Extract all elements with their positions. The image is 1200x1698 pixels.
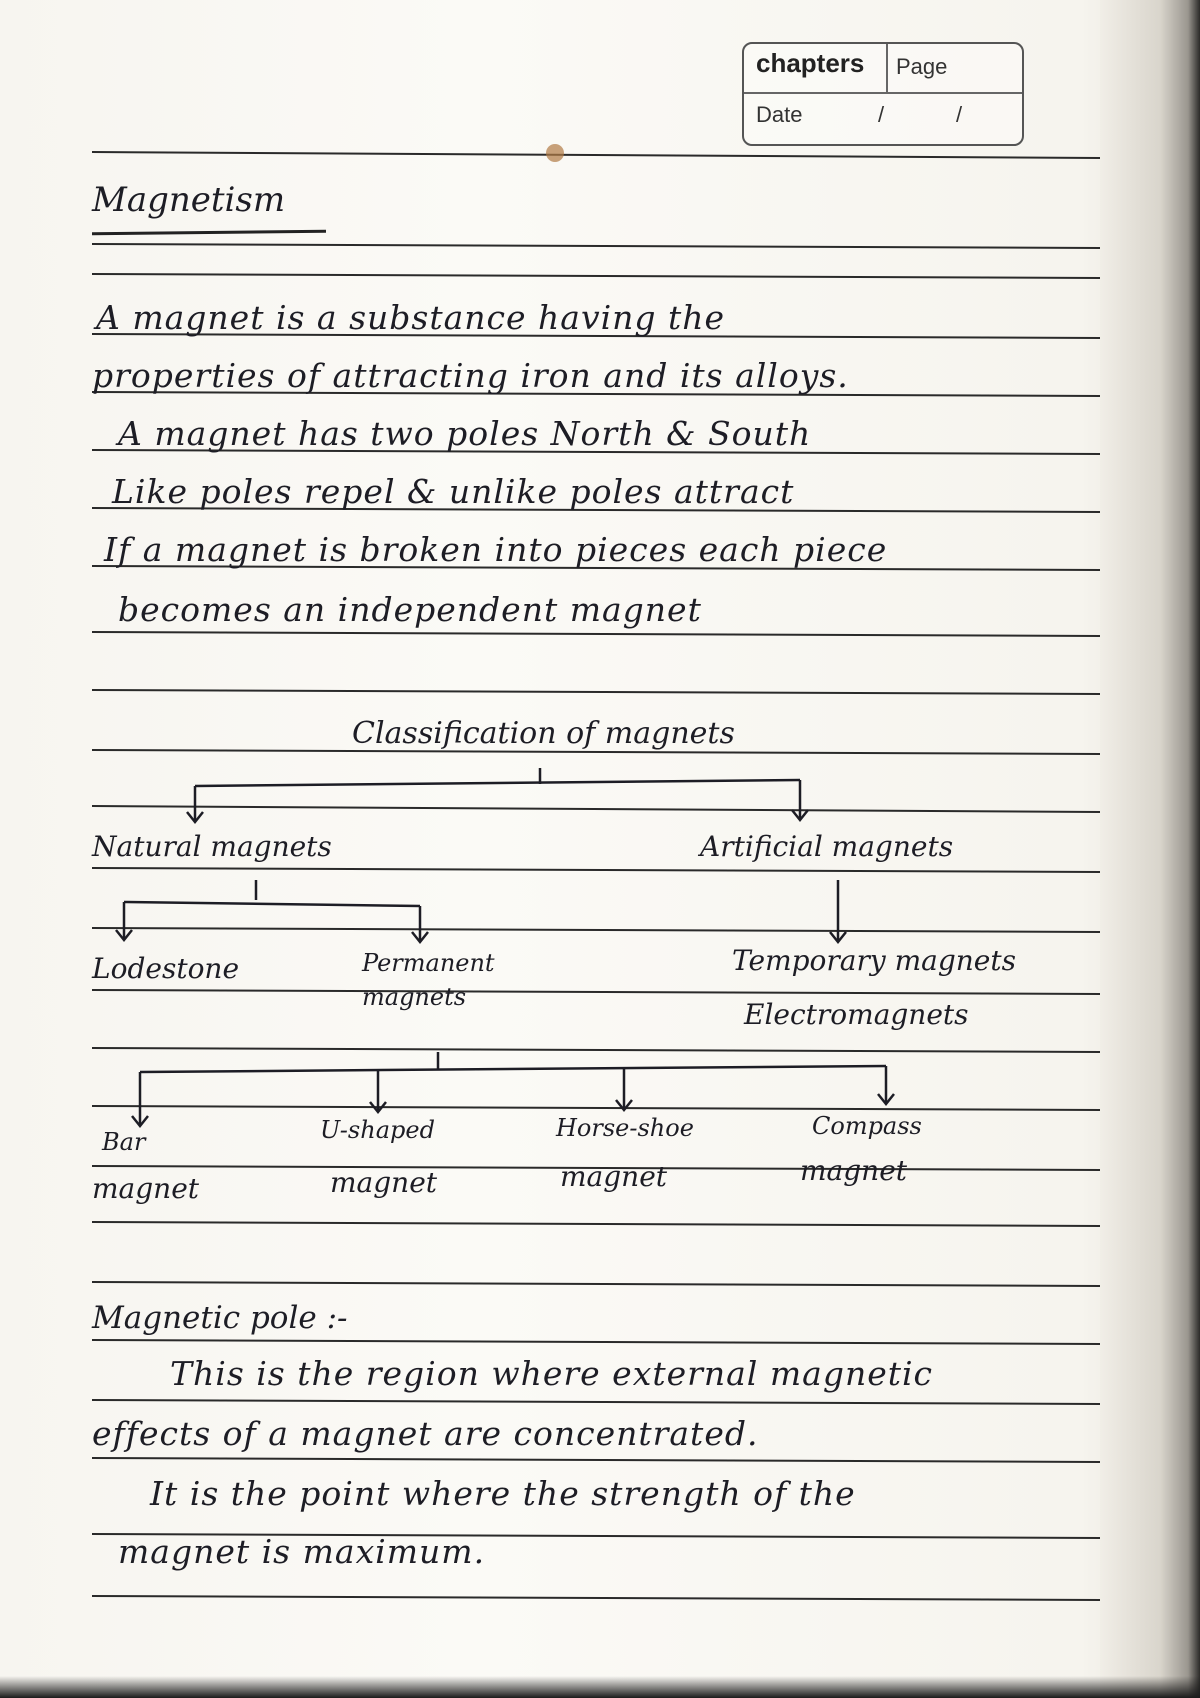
date-label: Date bbox=[756, 102, 803, 127]
ruled-line bbox=[92, 1340, 1100, 1344]
u-shaped-magnet-label: magnet bbox=[330, 1166, 438, 1199]
ruled-line bbox=[92, 632, 1100, 636]
ruled-line bbox=[92, 1596, 1100, 1600]
tree-connector bbox=[195, 780, 800, 786]
magnetic-pole-line: This is the region where external magnetic bbox=[170, 1354, 934, 1393]
lodestone-node: Lodestone bbox=[92, 952, 240, 985]
paragraph-line: A magnet is a substance having the bbox=[96, 298, 726, 337]
ruled-line bbox=[92, 1106, 1100, 1110]
tree-connector bbox=[124, 902, 420, 906]
magnetic-pole-line: It is the point where the strength of the bbox=[150, 1474, 856, 1513]
permanent-magnets-node: Permanent magnets bbox=[362, 949, 495, 1011]
page-label: Page bbox=[896, 54, 948, 79]
ruled-line bbox=[92, 1282, 1100, 1286]
date-separator: / bbox=[878, 102, 885, 127]
date-separator: / bbox=[956, 102, 963, 127]
ruled-line bbox=[92, 806, 1100, 812]
ruled-line bbox=[92, 1048, 1100, 1052]
page-title: Magnetism bbox=[92, 180, 286, 220]
paragraph-line: becomes an independent magnet bbox=[118, 590, 702, 629]
paragraph-line: Like poles repel & unlike poles attract bbox=[112, 472, 795, 511]
electromagnets-node: Electromagnets bbox=[744, 998, 969, 1031]
bar-magnet-label: Bar bbox=[102, 1128, 146, 1156]
bar-magnet-label: magnet bbox=[92, 1172, 200, 1205]
ruled-line bbox=[92, 1400, 1100, 1404]
u-shaped-magnet-label: U-shaped bbox=[320, 1116, 435, 1144]
horse-shoe-magnet-label: magnet bbox=[560, 1160, 668, 1193]
horse-shoe-magnet-label: Horse-shoe bbox=[556, 1114, 694, 1142]
page-header-box bbox=[742, 42, 1024, 146]
header-divider bbox=[744, 92, 1022, 94]
magnetic-pole-line: effects of a magnet are concentrated. bbox=[92, 1414, 759, 1453]
classification-root: Classification of magnets bbox=[352, 716, 735, 751]
temporary-magnets-node: Temporary magnets bbox=[732, 944, 1016, 977]
ruled-line bbox=[92, 928, 1100, 932]
ruled-line bbox=[92, 244, 1100, 248]
ruled-line bbox=[92, 152, 1100, 158]
compass-magnet-label: magnet bbox=[800, 1154, 908, 1187]
magnetic-pole-heading: Magnetic pole :- bbox=[92, 1300, 348, 1336]
paragraph-line: properties of attracting iron and its alloys. bbox=[92, 356, 849, 395]
paper-stain bbox=[546, 144, 564, 162]
paragraph-line: If a magnet is broken into pieces each piece bbox=[104, 530, 888, 569]
ruled-line bbox=[92, 690, 1100, 694]
compass-magnet-label: Compass bbox=[812, 1112, 922, 1140]
ruled-line bbox=[92, 868, 1100, 872]
ruled-line bbox=[92, 1458, 1100, 1462]
header-divider bbox=[886, 44, 888, 92]
ruled-line bbox=[92, 990, 1100, 994]
ruled-line bbox=[92, 1222, 1100, 1226]
ruled-line bbox=[92, 274, 1100, 278]
tree-connector bbox=[140, 1066, 886, 1072]
paragraph-line: A magnet has two poles North & South bbox=[118, 414, 812, 453]
magnetic-pole-line: magnet is maximum. bbox=[118, 1532, 486, 1571]
artificial-magnets-node: Artificial magnets bbox=[700, 830, 954, 863]
brand-label: chapters bbox=[756, 48, 865, 78]
natural-magnets-node: Natural magnets bbox=[92, 830, 332, 863]
bottom-shadow bbox=[0, 1676, 1200, 1698]
